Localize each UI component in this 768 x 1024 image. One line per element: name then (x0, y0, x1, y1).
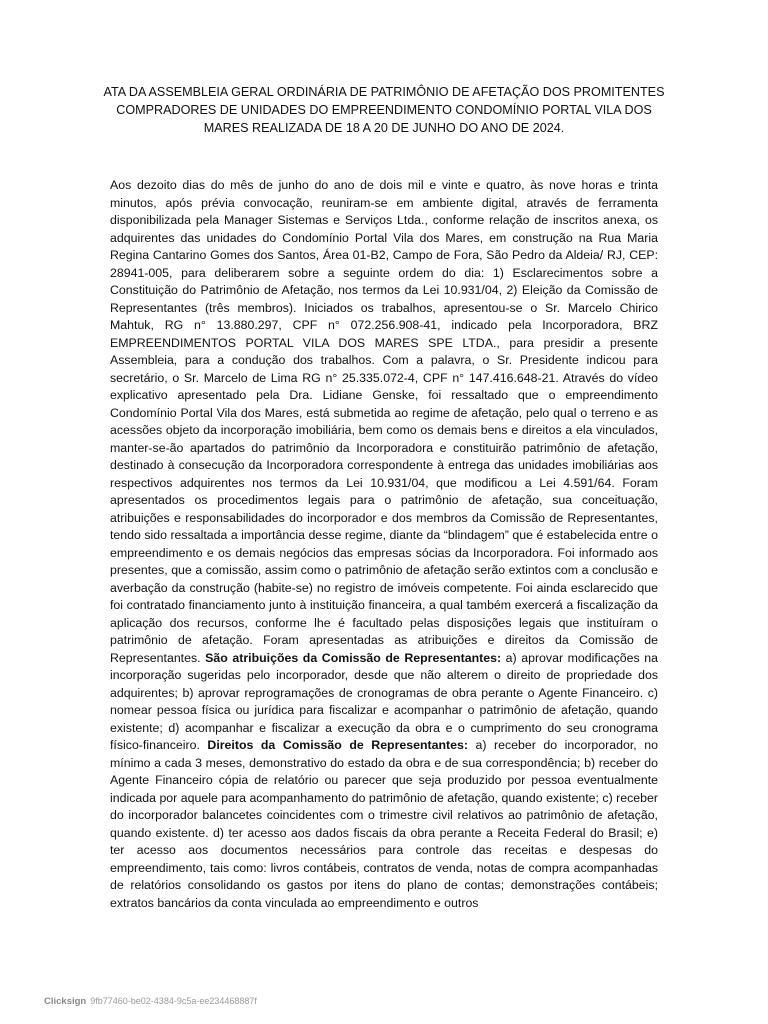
signature-footer (44, 996, 257, 1007)
document-hash: 9fb77460-be02-4384-9c5a-ee234468887f (90, 996, 257, 1006)
document-body (110, 177, 658, 912)
heading-atribuicoes: São atribuições da Comissão de Representantes: (205, 650, 502, 665)
document-title: ATA DA ASSEMBLEIA GERAL ORDINÁRIA DE PATRIMÔNIO DE AFETAÇÃO DOS PROMITENTES COMPRADORES DE UNIDADES DO EMPREENDIMENTO CONDOMÍNIO PORTAL VILA DOS MARES REALIZADA DE 18 A 20 DE JUNHO DO ANO DE 2024. (103, 85, 665, 135)
body-paragraph-intro: Aos dezoito dias do mês de junho do ano de dois mil e vinte e quatro, às nove horas e trinta minutos, após prévia convocação, reuniram-se em ambiente digital, através de ferramenta disponibilizada pela Manager Sistemas e Serviços Ltda., conforme relação de inscritos anexa, os adquirentes das unidades do Condomínio Portal Vila dos Mares, em construção na Rua Maria Regina Cantarino Gomes dos Santos, Área 01-B2, Campo de Fora, São Pedro da Aldeia/ RJ, CEP: 28941-005, para deliberarem sobre a seguinte ordem do dia: 1) Esclarecimentos sobre a Constituição do Patrimônio de Afetação, nos termos da Lei 10.931/04, 2) Eleição da Comissão de Representantes (três membros). Iniciados os trabalhos, apresentou-se o Sr. Marcelo Chirico Mahtuk, RG n° 13.880.297, CPF n° 072.256.908-41, indicado pela Incorporadora, BRZ EMPREENDIMENTOS PORTAL VILA DOS MARES SPE LTDA., para presidir a presente Assembleia, para a condução dos trabalhos. Com a palavra, o Sr. Presidente indicou para secretário, o Sr. Marcelo de Lima RG n° 25.335.072-4, CPF n° 147.416.648-21. Através do vídeo explicativo apresentado pela Dra. Lidiane Genske, foi ressaltado que o empreendimento Condomínio Portal Vila dos Mares, está submetida ao regime de afetação, pelo qual o terreno e as acessões objeto da incorporação imobiliária, bem como os demais bens e direitos a ela vinculados, manter-se-ão apartados do patrimônio da Incorporadora e constituirão patrimônio de afetação, destinado à consecução da Incorporadora correspondente à entrega das unidades imobiliárias aos respectivos adquirentes nos termos da Lei 10.931/04, que modificou a Lei 4.591/64. Foram apresentados os procedimentos legais para o patrimônio de afetação, sua conceituação, atribuições e responsabilidades do incorporador e dos membros da Comissão de Representantes, tendo sido ressaltada a importância desse regime, diante da “blindagem” que é estabelecida entre o empreendimento e os demais negócios das empresas sócias da Incorporadora. Foi informado aos presentes, que a comissão, assim como o patrimônio de afetação serão extintos com a conclusão e averbação da construção (habite-se) no registro de imóveis competente. Foi ainda esclarecido que foi contratado financiamento junto à instituição financeira, a qual também exercerá a fiscalização da aplicação dos recursos, conforme lhe é facultado pelas disposições legais que instituíram o patrimônio de afetação. Foram apresentadas as atribuições e direitos da Comissão de Representantes. (110, 178, 658, 665)
body-paragraph-direitos: a) receber do incorporador, no mínimo a cada 3 meses, demonstrativo do estado da obra e de sua correspondência; b) receber do Agente Financeiro cópia de relatório ou parecer que seja produzido por pessoa eventualmente indicada por aquele para acompanhamento do patrimônio de afetação, quando existente; c) receber do incorporador balancetes coincidentes com o trimestre civil relativos ao patrimônio de afetação, quando existente. d) ter acesso aos dados fiscais da obra perante a Receita Federal do Brasil; e) ter acesso aos documentos necessários para controle das receitas e despesas do empreendimento, tais como: livros contábeis, contratos de venda, notas de compra acompanhadas de relatórios consolidando os gastos por itens do plano de contas; demonstrações contábeis; extratos bancários da conta vinculada ao empreendimento e outros (110, 738, 658, 910)
heading-direitos: Direitos da Comissão de Representantes: (207, 738, 468, 752)
clicksign-logo: Clicksign (44, 996, 87, 1007)
body-paragraph-atribuicoes: a) aprovar modificações na incorporação sugeridas pelo incorporador, desde que não alterem o direito de propriedade dos adquirentes; b) aprovar reprogramações de cronogramas de obra perante o Agente Financeiro. c) nomear pessoa física ou jurídica para fiscalizar e acompanhar o patrimônio de afetação, quando existente; d) acompanhar e fiscalizar a execução da obra e o cumprimento do seu cronograma físico-financeiro. (110, 650, 658, 752)
